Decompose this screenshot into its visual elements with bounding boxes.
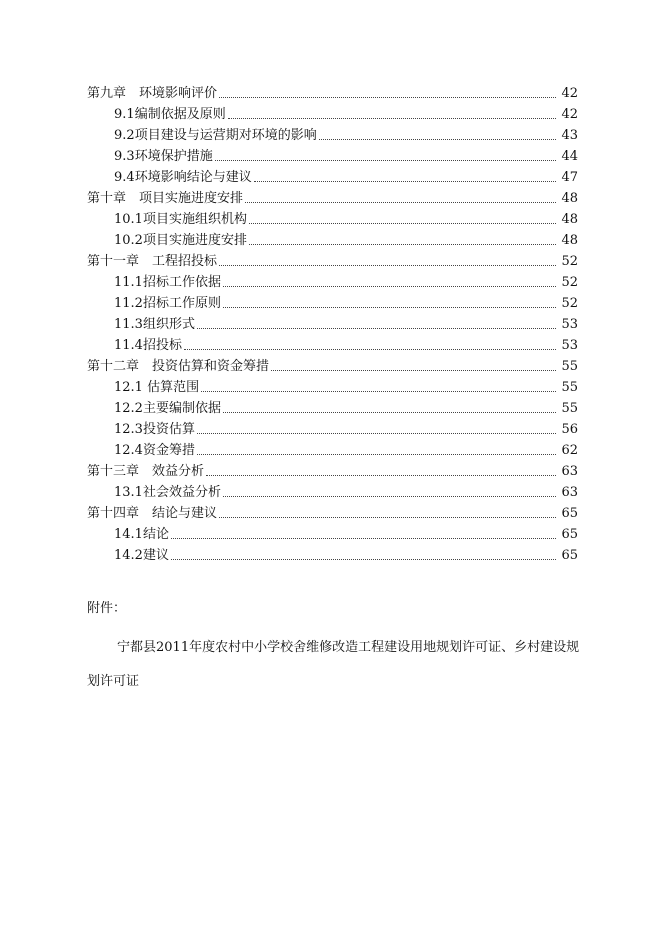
toc-entry-title — [114, 275, 221, 291]
toc-chapter-entry[interactable] — [87, 354, 578, 375]
toc-entry-text: 环境保护措施 — [134, 149, 213, 164]
toc-entry-text: 投资估算 — [142, 422, 195, 437]
toc-page-number: 44 — [561, 149, 578, 164]
toc-entry-title — [87, 86, 217, 102]
toc-entry-text: 项目实施组织机构 — [142, 212, 247, 227]
toc-entry-number: 11.4 — [114, 338, 143, 353]
toc-entry-text: 结论与建议 — [152, 506, 218, 521]
toc-entry-text: 招标工作依据 — [142, 275, 221, 290]
toc-dot-leader — [197, 327, 556, 329]
toc-section-entry[interactable] — [87, 522, 578, 543]
toc-section-entry[interactable] — [87, 228, 578, 249]
toc-entry-number: 11.3 — [114, 317, 143, 332]
toc-entry-title — [114, 422, 195, 438]
toc-section-entry[interactable] — [87, 480, 578, 501]
toc-page-number: 65 — [561, 527, 578, 542]
toc-entry-number: 12.1 — [114, 380, 143, 395]
toc-dot-leader — [223, 306, 556, 308]
toc-chapter-entry[interactable] — [87, 81, 578, 102]
toc-entry-text: 组织形式 — [142, 317, 195, 332]
toc-entry-text: 编制依据及原则 — [134, 107, 226, 122]
toc-dot-leader — [249, 222, 556, 224]
toc-entry-title — [114, 527, 169, 543]
toc-page-number: 53 — [561, 338, 578, 353]
toc-chapter-entry[interactable] — [87, 249, 578, 270]
toc-entry-text: 建议 — [142, 548, 169, 563]
toc-entry-title — [87, 506, 217, 522]
toc-dot-leader — [271, 369, 556, 371]
toc-dot-leader — [223, 411, 556, 413]
toc-section-entry[interactable] — [87, 144, 578, 165]
toc-entry-number: 第九章 — [87, 86, 127, 101]
toc-section-entry[interactable] — [87, 291, 578, 312]
attachment-text: 宁都县2011年度农村中小学校舍维修改造工程建设用地规划许可证、乡村建设规划许可证 — [87, 640, 580, 689]
toc-entry-text: 效益分析 — [152, 464, 205, 479]
toc-entry-title — [114, 548, 169, 564]
toc-entry-number: 11.2 — [114, 296, 143, 311]
toc-entry-number: 14.1 — [114, 527, 143, 542]
toc-entry-text: 招投标 — [142, 338, 182, 353]
toc-entry-text: 环境影响评价 — [139, 86, 218, 101]
toc-dot-leader — [219, 516, 556, 518]
toc-chapter-entry[interactable] — [87, 186, 578, 207]
toc-entry-text: 投资估算和资金筹措 — [152, 359, 270, 374]
toc-section-entry[interactable] — [87, 207, 578, 228]
toc-entry-title — [114, 401, 221, 417]
toc-section-entry[interactable] — [87, 165, 578, 186]
toc-entry-title — [114, 170, 252, 186]
toc-chapter-entry[interactable] — [87, 459, 578, 480]
toc-entry-number: 13.1 — [114, 485, 143, 500]
toc-page-number: 55 — [561, 401, 578, 416]
toc-entry-title — [114, 212, 247, 228]
toc-section-entry[interactable] — [87, 123, 578, 144]
toc-page-number: 65 — [561, 548, 578, 563]
toc-page-number: 52 — [561, 254, 578, 269]
toc-entry-text: 项目实施进度安排 — [139, 191, 244, 206]
toc-chapter-entry[interactable] — [87, 501, 578, 522]
toc-dot-leader — [201, 390, 556, 392]
toc-entry-title — [114, 128, 317, 144]
toc-dot-leader — [206, 474, 556, 476]
toc-section-entry[interactable] — [87, 270, 578, 291]
toc-page-number: 43 — [561, 128, 578, 143]
attachment-label: 附件： — [87, 601, 127, 616]
toc-entry-text: 资金筹措 — [142, 443, 195, 458]
toc-dot-leader — [223, 285, 556, 287]
toc-entry-number: 10.1 — [114, 212, 143, 227]
toc-entry-title — [114, 485, 221, 501]
toc-entry-number: 12.2 — [114, 401, 143, 416]
toc-entry-text: 社会效益分析 — [142, 485, 221, 500]
toc-page-number: 42 — [561, 86, 578, 101]
toc-section-entry[interactable] — [87, 396, 578, 417]
toc-entry-number: 9.2 — [114, 128, 135, 143]
toc-entry-number: 10.2 — [114, 233, 143, 248]
toc-page-number: 52 — [561, 296, 578, 311]
toc-entry-text: 环境影响结论与建议 — [134, 170, 252, 185]
toc-page-number: 42 — [561, 107, 578, 122]
toc-page-number: 63 — [561, 464, 578, 479]
toc-entry-text: 招标工作原则 — [142, 296, 221, 311]
toc-section-entry[interactable] — [87, 312, 578, 333]
toc-entry-number: 第十三章 — [87, 464, 140, 479]
toc-entry-title — [114, 233, 247, 249]
toc-dot-leader — [254, 180, 556, 182]
toc-entry-number: 9.1 — [114, 107, 135, 122]
toc-page-number: 65 — [561, 506, 578, 521]
toc-dot-leader — [319, 138, 556, 140]
toc-entry-text: 结论 — [142, 527, 169, 542]
toc-dot-leader — [197, 432, 556, 434]
toc-entry-title — [87, 254, 217, 270]
toc-section-entry[interactable] — [87, 543, 578, 564]
toc-page-number: 63 — [561, 485, 578, 500]
toc-page-number: 55 — [561, 380, 578, 395]
toc-entry-title — [114, 380, 199, 396]
toc-page-number: 56 — [561, 422, 578, 437]
toc-entry-title — [114, 443, 195, 459]
toc-page-number: 48 — [561, 233, 578, 248]
toc-entry-number: 9.3 — [114, 149, 135, 164]
toc-dot-leader — [249, 243, 556, 245]
toc-page-number: 48 — [561, 191, 578, 206]
toc-entry-number: 第十一章 — [87, 254, 140, 269]
toc-entry-text: 工程招投标 — [152, 254, 218, 269]
toc-dot-leader — [197, 453, 556, 455]
toc-dot-leader — [245, 201, 556, 203]
toc-dot-leader — [228, 117, 556, 119]
toc-page-number: 53 — [561, 317, 578, 332]
toc-dot-leader — [223, 495, 556, 497]
toc-entry-title — [114, 296, 221, 312]
toc-entry-number: 第十四章 — [87, 506, 140, 521]
toc-entry-number: 14.2 — [114, 548, 143, 563]
toc-entry-title — [114, 107, 226, 123]
toc-dot-leader — [219, 96, 556, 98]
toc-entry-number: 第十二章 — [87, 359, 140, 374]
toc-entry-title — [87, 191, 243, 207]
toc-section-entry[interactable] — [87, 102, 578, 123]
toc-page-number: 62 — [561, 443, 578, 458]
toc-section-entry[interactable] — [87, 417, 578, 438]
toc-entry-text: 主要编制依据 — [142, 401, 221, 416]
toc-dot-leader — [184, 348, 556, 350]
toc-entry-title — [87, 359, 269, 375]
toc-section-entry[interactable] — [87, 438, 578, 459]
toc-page-number: 55 — [561, 359, 578, 374]
toc-entry-title — [87, 464, 204, 480]
toc-entry-title — [114, 317, 195, 333]
toc-entry-text: 项目建设与运营期对环境的影响 — [134, 128, 317, 143]
toc-entry-number: 12.3 — [114, 422, 143, 437]
toc-entry-title — [114, 338, 182, 354]
toc-entry-number: 12.4 — [114, 443, 143, 458]
toc-entry-number: 11.1 — [114, 275, 143, 290]
toc-section-entry[interactable] — [87, 333, 578, 354]
toc-entry-title — [114, 149, 213, 165]
toc-entry-number: 第十章 — [87, 191, 127, 206]
toc-entry-text: 项目实施进度安排 — [142, 233, 247, 248]
toc-page-number: 48 — [561, 212, 578, 227]
toc-entry-text: 估算范围 — [142, 380, 200, 395]
toc-dot-leader — [171, 537, 556, 539]
toc-dot-leader — [219, 264, 556, 266]
toc-dot-leader — [171, 558, 556, 560]
table-of-contents — [87, 81, 578, 564]
toc-section-entry[interactable] — [87, 375, 578, 396]
toc-page-number: 47 — [561, 170, 578, 185]
toc-entry-number: 9.4 — [114, 170, 135, 185]
toc-dot-leader — [215, 159, 556, 161]
toc-page-number: 52 — [561, 275, 578, 290]
